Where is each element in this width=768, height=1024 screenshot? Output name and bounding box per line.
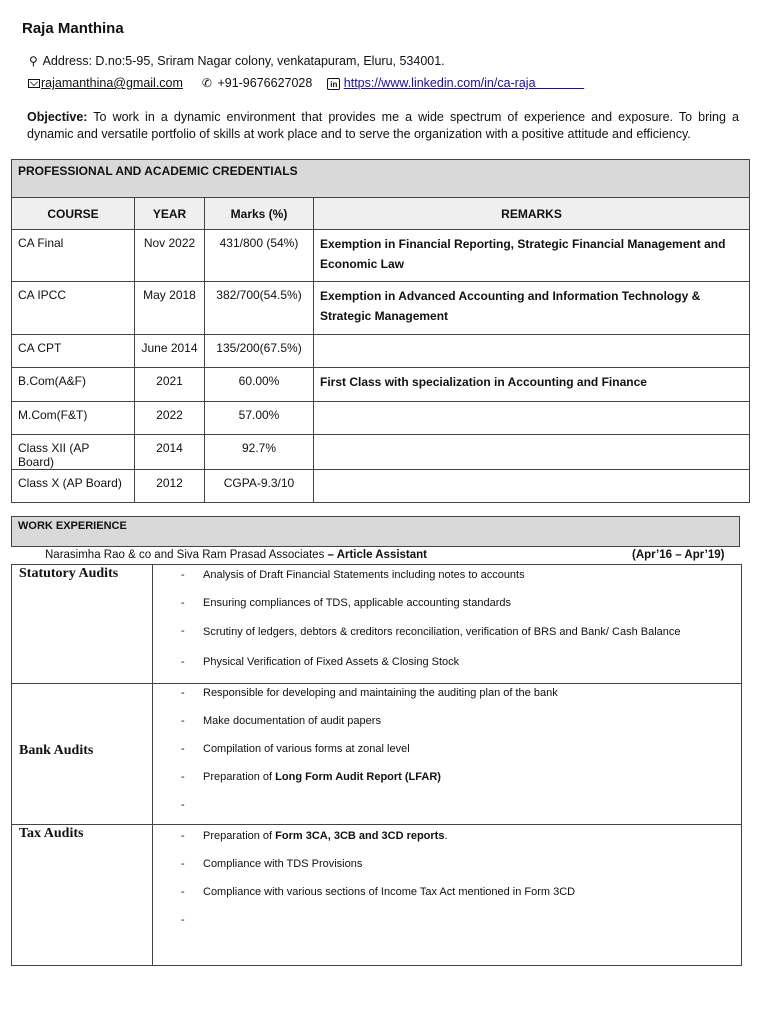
marks-cell: 92.7% — [205, 435, 314, 470]
candidate-name: Raja Manthina — [22, 20, 124, 37]
marks-cell: 60.00% — [205, 368, 314, 402]
item-list — [153, 684, 741, 824]
firm-line — [45, 549, 427, 561]
email-link[interactable]: rajamanthina@gmail.com — [41, 76, 183, 90]
remarks-cell: First Class with specialization in Accounting and Finance — [314, 368, 750, 402]
linkedin-link-underline — [536, 76, 585, 90]
year-cell: May 2018 — [135, 282, 205, 335]
item-text: Compliance with various sections of Income Tax Act mentioned in Form 3CD — [203, 886, 576, 898]
item-text: Make documentation of audit papers — [203, 715, 381, 727]
table-row — [12, 282, 750, 335]
marks-cell: CGPA-9.3/10 — [205, 470, 314, 503]
category-label: Tax Audits — [12, 825, 153, 966]
item-list — [153, 566, 741, 681]
work-section-bank — [12, 684, 742, 825]
item-text: Preparation of — [203, 830, 276, 842]
year-cell: 2014 — [135, 435, 205, 470]
year-cell: 2022 — [135, 402, 205, 435]
year-cell: Nov 2022 — [135, 230, 205, 282]
remarks-cell — [314, 335, 750, 368]
marks-cell: 431/800 (54%) — [205, 230, 314, 282]
address-text: Address: D.no:5-95, Sriram Nagar colony, venkatapuram, Eluru, 534001. — [42, 54, 445, 68]
remarks-cell: Exemption in Financial Reporting, Strategic Financial Management and Economic Law — [314, 230, 750, 282]
item-text: Compilation of various forms at zonal level — [203, 743, 410, 755]
item-text: Ensuring compliances of TDS, applicable accounting standards — [203, 597, 511, 609]
objective-text: To work in a dynamic environment that provides me a wide spectrum of experience and exposure. To bring a dynamic and versatile portfolio of skills at work place and to serve the organization with a positive attitude and efficiency. — [27, 110, 739, 141]
work-experience-title: WORK EXPERIENCE — [11, 516, 740, 547]
work-experience-table — [11, 564, 742, 966]
item-text: Physical Verification of Fixed Assets & Closing Stock — [203, 656, 460, 668]
objective-paragraph — [27, 109, 739, 143]
list-item — [181, 796, 741, 824]
list-item — [181, 827, 741, 855]
objective-label: Objective: — [27, 110, 88, 124]
items-cell — [153, 565, 742, 684]
category-label: Bank Audits — [12, 684, 153, 825]
item-list — [153, 827, 741, 939]
role-separator: – — [324, 549, 337, 561]
list-item — [181, 768, 741, 796]
year-cell: 2012 — [135, 470, 205, 503]
list-item — [181, 622, 741, 653]
mail-icon — [28, 79, 40, 88]
list-item — [181, 684, 741, 712]
list-item — [181, 740, 741, 768]
item-text: Scrutiny of ledgers, debtors & creditors reconciliation, verification of BRS and Bank/ Cash Balance — [203, 626, 681, 638]
column-header-marks: Marks (%) — [205, 198, 314, 230]
linkedin-link[interactable]: https://www.linkedin.com/in/ca-raja — [343, 76, 536, 90]
course-cell: CA IPCC — [12, 282, 135, 335]
item-text: Compliance with TDS Provisions — [203, 858, 363, 870]
remarks-cell — [314, 435, 750, 470]
phone-text: +91-9676627028 — [217, 76, 313, 90]
item-text: Analysis of Draft Financial Statements including notes to accounts — [203, 569, 525, 581]
item-post: . — [444, 830, 448, 842]
marks-cell: 382/700(54.5%) — [205, 282, 314, 335]
course-cell: M.Com(F&T) — [12, 402, 135, 435]
column-header-remarks: REMARKS — [314, 198, 750, 230]
table-row — [12, 470, 750, 503]
item-text: Responsible for developing and maintaining the auditing plan of the bank — [203, 687, 558, 699]
table-row — [12, 435, 750, 470]
list-item — [181, 653, 741, 681]
list-item — [181, 855, 741, 883]
item-bold: Long Form Audit Report (LFAR) — [275, 771, 441, 783]
course-cell: CA CPT — [12, 335, 135, 368]
marks-cell: 57.00% — [205, 402, 314, 435]
category-label: Statutory Audits — [12, 565, 153, 684]
table-row — [12, 335, 750, 368]
credentials-table — [11, 159, 750, 503]
linkedin-icon: in — [327, 78, 340, 90]
role-title: Article Assistant — [336, 549, 428, 561]
marks-cell: 135/200(67.5%) — [205, 335, 314, 368]
location-pin-icon: ⚲ — [29, 54, 38, 68]
item-text: Preparation of — [203, 771, 276, 783]
credentials-title: PROFESSIONAL AND ACADEMIC CREDENTIALS — [12, 160, 750, 198]
year-cell: 2021 — [135, 368, 205, 402]
list-item — [181, 594, 741, 622]
firm-name: Narasimha Rao & co and Siva Ram Prasad Associates — [45, 549, 325, 561]
remarks-cell — [314, 470, 750, 503]
work-section-tax — [12, 825, 742, 966]
list-item — [181, 883, 741, 911]
year-cell: June 2014 — [135, 335, 205, 368]
remarks-cell: Exemption in Advanced Accounting and Information Technology & Strategic Management — [314, 282, 750, 335]
work-period: (Apr’16 – Apr’19) — [632, 549, 725, 561]
table-row — [12, 402, 750, 435]
column-header-year: YEAR — [135, 198, 205, 230]
table-row — [12, 368, 750, 402]
list-item — [181, 566, 741, 594]
phone-icon: ✆ — [201, 76, 212, 90]
list-item — [181, 712, 741, 740]
item-bold: Form 3CA, 3CB and 3CD reports — [275, 830, 445, 842]
course-cell: CA Final — [12, 230, 135, 282]
list-item — [181, 911, 741, 939]
contact-line — [28, 76, 584, 90]
course-cell: Class XII (AP Board) — [12, 435, 135, 470]
items-cell — [153, 684, 742, 825]
table-row — [12, 230, 750, 282]
course-cell: Class X (AP Board) — [12, 470, 135, 503]
remarks-cell — [314, 402, 750, 435]
column-header-course: COURSE — [12, 198, 135, 230]
address-line — [29, 54, 445, 68]
work-section-statutory — [12, 565, 742, 684]
course-cell: B.Com(A&F) — [12, 368, 135, 402]
items-cell — [153, 825, 742, 966]
